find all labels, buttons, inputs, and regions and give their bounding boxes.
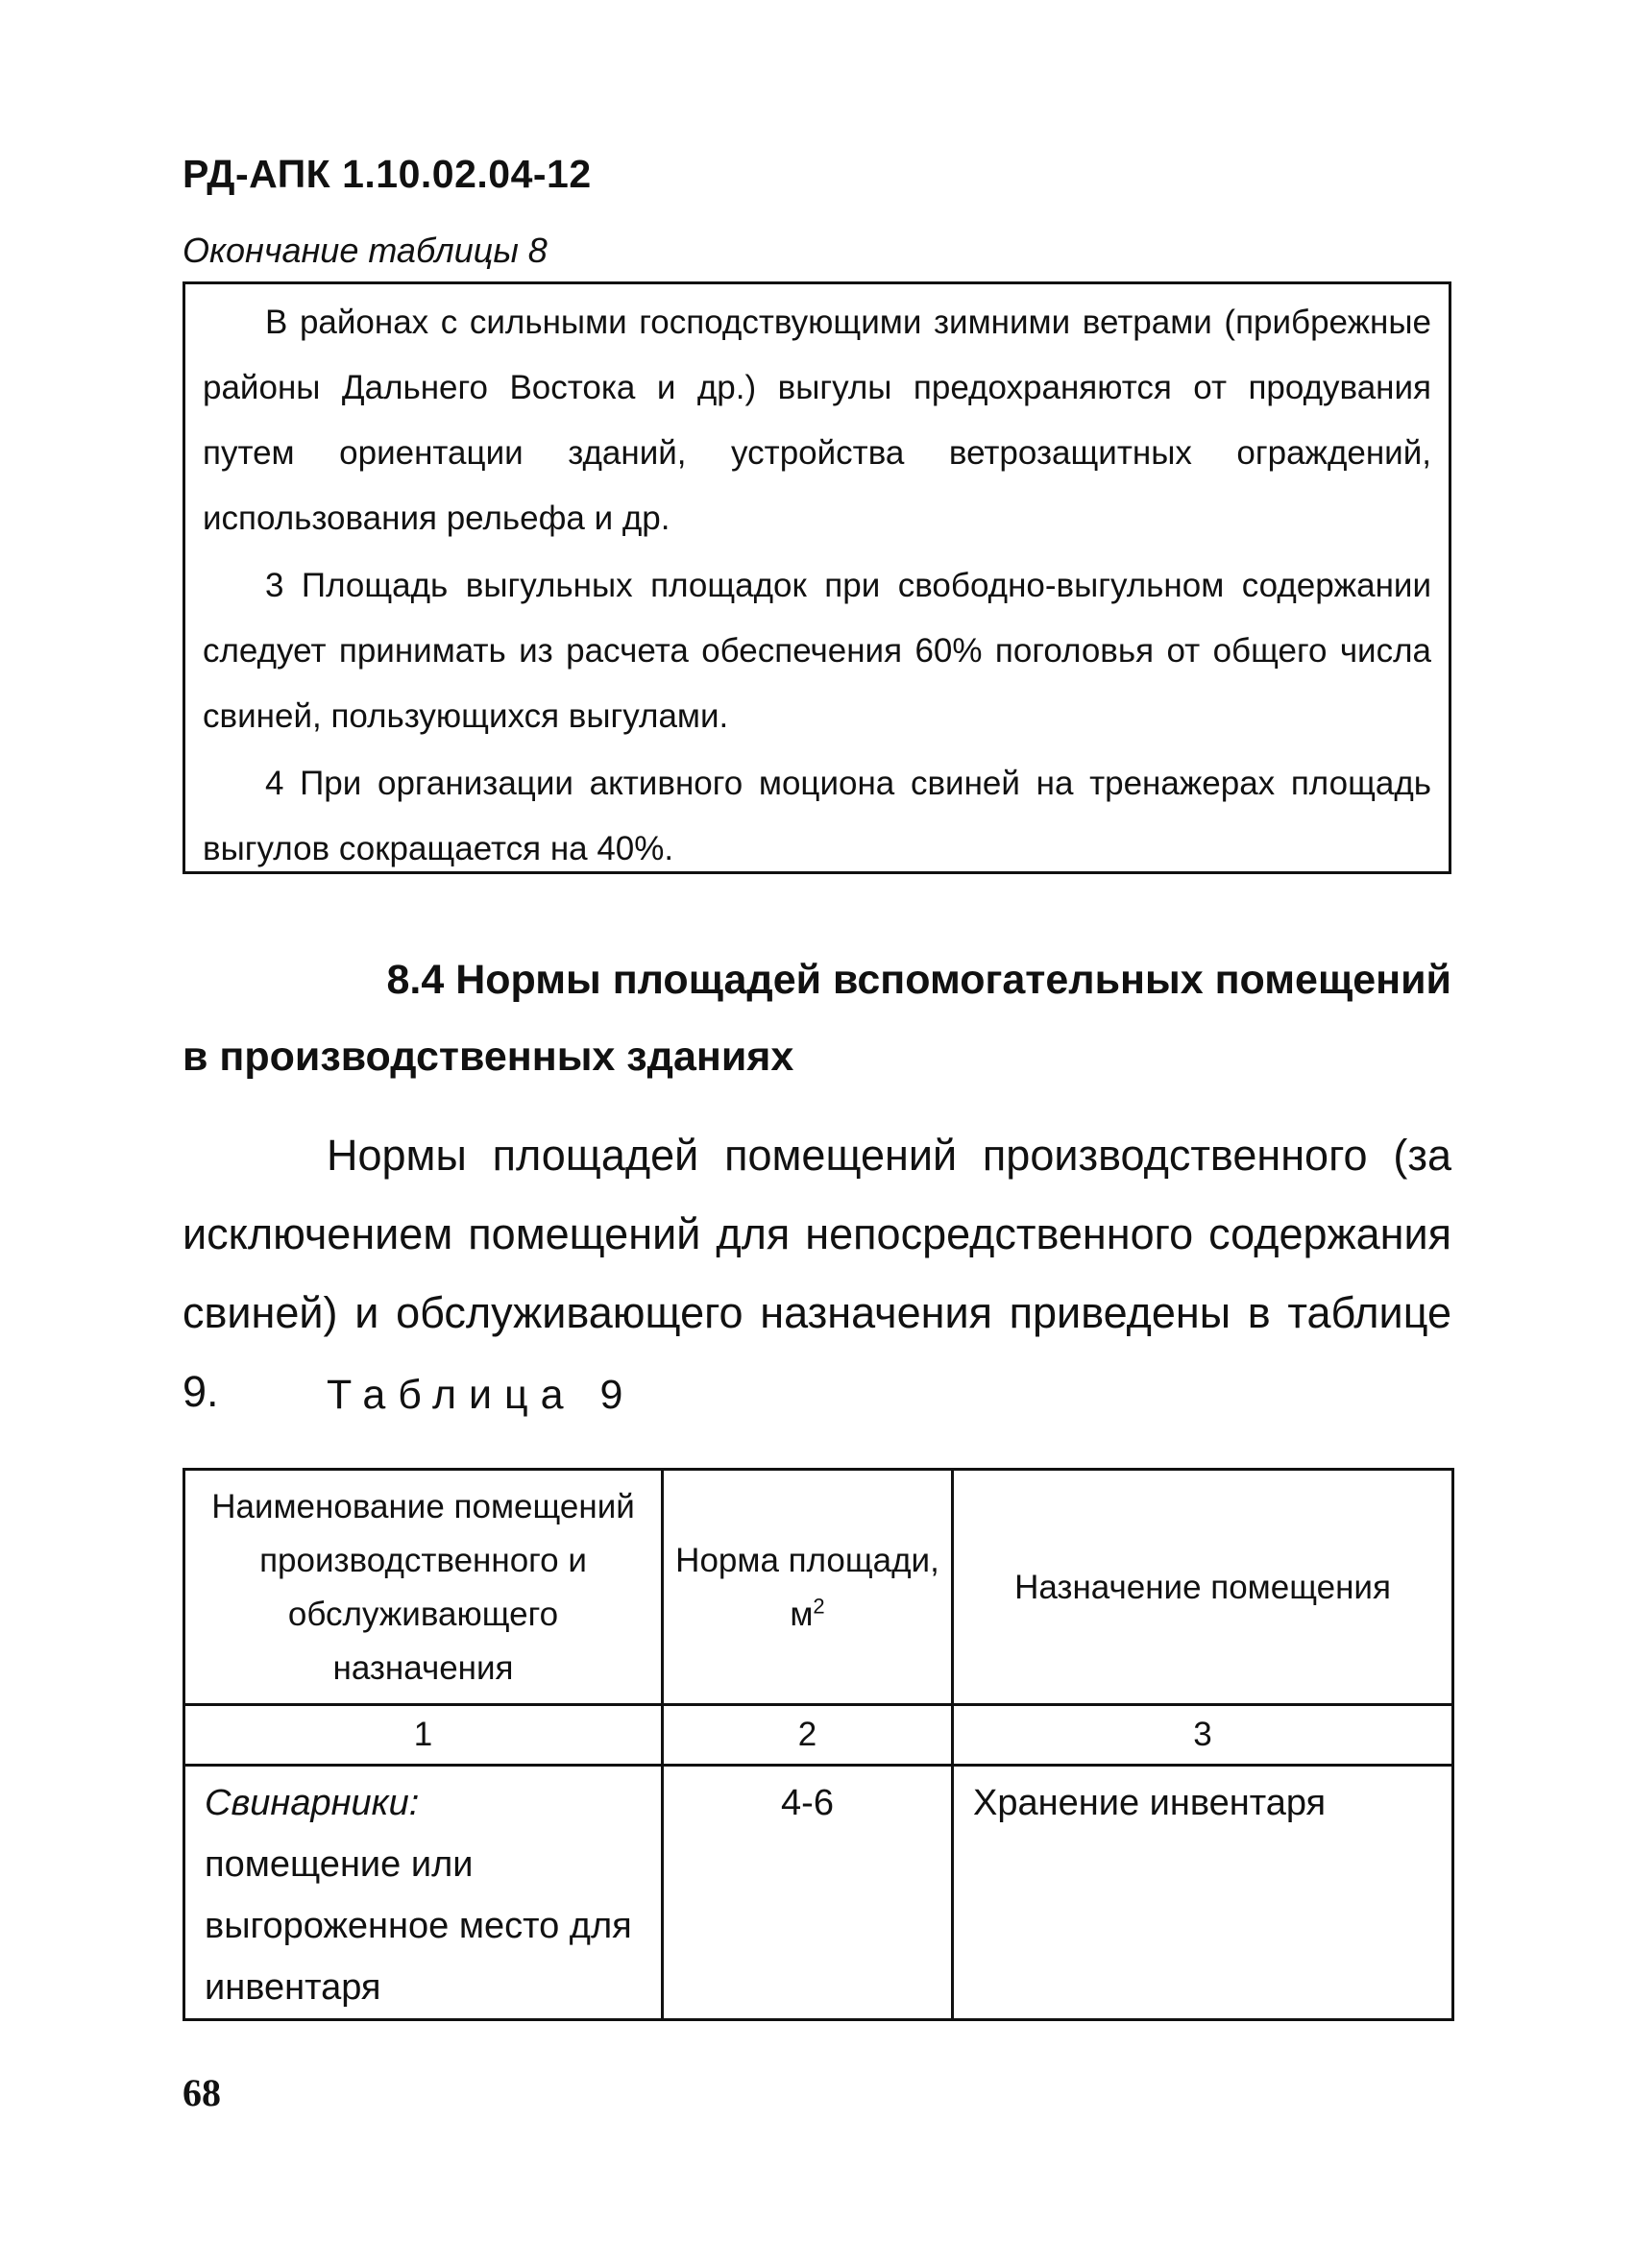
page-number: 68 bbox=[183, 2071, 221, 2114]
header-norm bbox=[663, 1470, 953, 1705]
section-heading-line2: в производственных зданиях bbox=[183, 1034, 794, 1080]
note-paragraph: В районах с сильными господствующими зимними ветрами (прибрежные районы Дальнего Востока и др.) выгулы предохраняются от продувания путем ориентации зданий, устройства ветрозащитных ограждений, использования рельефа и др. bbox=[203, 304, 1431, 537]
column-number: 2 bbox=[663, 1705, 953, 1766]
table-label: Таблица 9 bbox=[327, 1372, 636, 1418]
room-purpose-cell: Хранение инвентаря bbox=[953, 1766, 1453, 2020]
notes-box bbox=[183, 281, 1451, 874]
column-number-row bbox=[184, 1705, 1453, 1766]
column-number: 1 bbox=[184, 1705, 663, 1766]
room-name-cell bbox=[184, 1766, 663, 2020]
header-name: Наименование помещений производственного и обслуживающего назначения bbox=[184, 1470, 663, 1705]
column-number: 3 bbox=[953, 1705, 1453, 1766]
table-row bbox=[184, 1766, 1453, 2020]
note-paragraph: 4 При организации активного моциона свиней на тренажерах площадь выгулов сокращается на 40%. bbox=[203, 765, 1431, 867]
header-norm-unit-sup: 2 bbox=[813, 1594, 825, 1619]
table-9 bbox=[183, 1468, 1454, 2021]
header-norm-text: Норма площади, м bbox=[675, 1542, 939, 1633]
area-norm-cell: 4-6 bbox=[663, 1766, 953, 2020]
body-paragraph: Нормы площадей помещений производственного (за исключением помещений для непосредственного содержания свиней) и обслуживающего назначения приведены в таблице 9. bbox=[183, 1131, 1451, 1416]
room-name: помещение или выгороженное место для инвентаря bbox=[205, 1844, 632, 2008]
section-heading bbox=[183, 941, 1451, 1095]
table-header-row bbox=[184, 1470, 1453, 1705]
section-heading-line1: 8.4 Нормы площадей вспомогательных помещений bbox=[386, 957, 1451, 1003]
note-paragraph: 3 Площадь выгульных площадок при свободно-выгульном содержании следует принимать из расчета обеспечения 60% поголовья от общего числа свиней, пользующихся выгулами. bbox=[203, 567, 1431, 735]
doc-code: РД-АПК 1.10.02.04-12 bbox=[183, 152, 592, 196]
room-category: Свинарники: bbox=[205, 1783, 420, 1823]
header-purpose: Назначение помещения bbox=[953, 1470, 1453, 1705]
table-continuation-caption: Окончание таблицы 8 bbox=[183, 231, 548, 270]
